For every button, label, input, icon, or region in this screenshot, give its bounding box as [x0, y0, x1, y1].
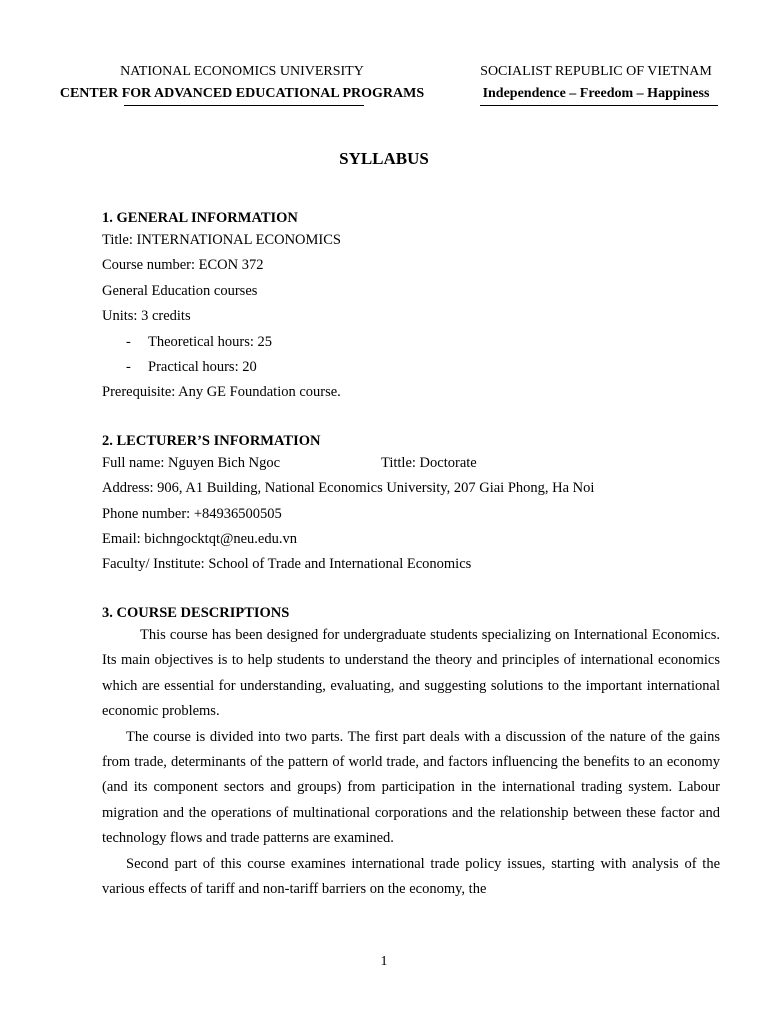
list-item-practical: [102, 355, 720, 380]
theoretical-hours: Theoretical hours: 25: [148, 333, 273, 350]
country-motto: Independence – Freedom – Happiness: [482, 86, 710, 101]
prerequisite: Prerequisite: Any GE Foundation course.: [102, 384, 341, 401]
university-name: NATIONAL ECONOMICS UNIVERSITY: [120, 64, 364, 79]
lecturer-full-name: Full name: Nguyen Bich Ngoc: [102, 454, 281, 471]
lecturer-address: Address: 906, A1 Building, National Economics University, 207 Giai Phong, Ha Noi: [102, 480, 595, 497]
lecturer-faculty: Faculty/ Institute: School of Trade and International Economics: [102, 556, 472, 573]
document-title: SYLLABUS: [339, 149, 429, 168]
list-item-theoretical: [102, 330, 720, 355]
course-category: General Education courses: [102, 282, 258, 299]
section-heading-lecturer: 2. LECTURER’S INFORMATION: [102, 432, 321, 449]
bullet-dash: -: [126, 359, 131, 376]
description-paragraph-3: Second part of this course examines international trade policy issues, starting with analysis of the various effects of tariff and non-tariff barriers on the economy, the: [102, 855, 720, 897]
section-heading-description: 3. COURSE DESCRIPTIONS: [102, 604, 290, 621]
header-institution: [54, 63, 430, 103]
course-units: Units: 3 credits: [102, 308, 191, 325]
document-body: [102, 208, 720, 902]
lecturer-email: Email: bichngocktqt@neu.edu.vn: [102, 531, 297, 548]
practical-hours: Practical hours: 20: [148, 359, 257, 376]
header-country: [462, 63, 730, 103]
page-number: 1: [380, 954, 388, 969]
section-heading-general: 1. GENERAL INFORMATION: [102, 210, 298, 226]
lecturer-phone: Phone number: +84936500505: [102, 505, 282, 522]
header-right-underline: [480, 105, 718, 106]
center-name: CENTER FOR ADVANCED EDUCATIONAL PROGRAMS: [59, 86, 425, 101]
description-paragraph-2: The course is divided into two parts. The first part deals with a discussion of the nature of the gains from trade, determinants of the pattern of world trade, and factors influencing the benefits to an economy (and its component sectors and groups) from participation in the international trading system. Labour migration and the operations of multinational corporations and the relationship between these factor and technology flows and trade patterns are examined.: [102, 728, 720, 847]
country-name: SOCIALIST REPUBLIC OF VIETNAM: [480, 64, 712, 79]
header-left-underline: [124, 105, 364, 106]
lecturer-title: Tittle: Doctorate: [381, 454, 477, 471]
description-paragraph-1: This course has been designed for undergraduate students specializing on International Economics. Its main objectives is to help students to understand the theory and principles of international economics which are essential for understanding, evaluating, and suggesting solutions to the important international economic problems.: [102, 626, 720, 720]
course-number: Course number: ECON 372: [102, 257, 264, 274]
course-title: Title: INTERNATIONAL ECONOMICS: [102, 232, 341, 248]
bullet-dash: -: [126, 333, 131, 350]
lecturer-name-row: [102, 451, 720, 476]
